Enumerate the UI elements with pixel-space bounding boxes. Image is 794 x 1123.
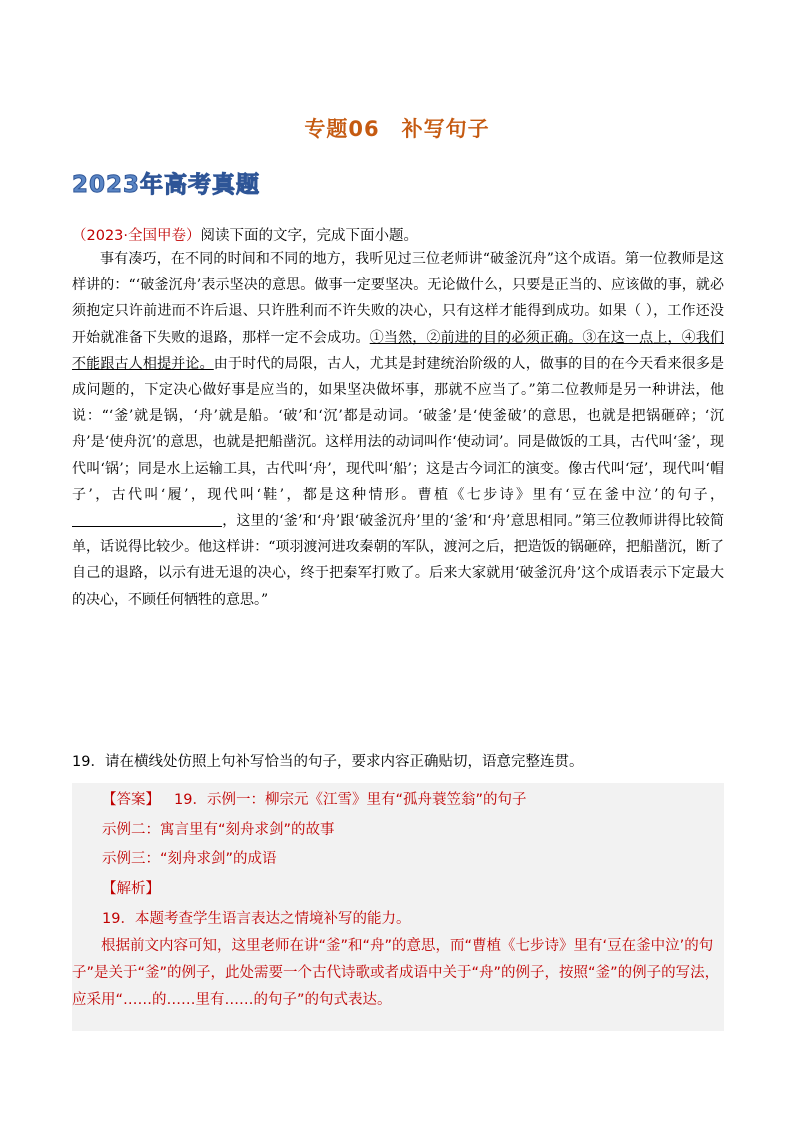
passage-part3: ，这里的‘釜’和‘舟’跟‘破釜沉舟’里的‘釜’和‘舟’意思相同。”第三位教师讲得比较简单，话说得比较少。他这样讲：“项羽渡河进攻秦朝的军队，渡河之后，把造饭的锅砸碎，把船凿沉，断了自己的退路，以示有进无退的决心，终于把秦军打败了。后来大家就用‘破釜沉舟’这个成语表示下定最大的决心，不顾任何牺牲的意思。” <box>72 513 724 608</box>
fill-in-blank[interactable] <box>72 512 222 527</box>
answer-example-2: 示例二：寓言里有“刻舟求剑”的故事 <box>102 822 335 838</box>
source-line <box>72 224 418 245</box>
answer-box <box>72 783 724 1031</box>
page-title <box>0 113 794 143</box>
title-main: 专题06 <box>304 117 380 141</box>
analysis-line-1: 19．本题考查学生语言表达之情境补写的能力。 <box>102 911 411 927</box>
answer-example-3: 示例三：“刻舟求剑”的成语 <box>102 851 277 867</box>
reading-passage <box>72 246 724 613</box>
question-19: 19．请在横线处仿照上句补写恰当的句子，要求内容正确贴切，语意完整连贯。 <box>72 754 584 770</box>
passage-paragraph <box>72 246 724 613</box>
passage-underlined-sentences: ①当然，②前进的目的必须正确。③在这一点上，④我们不能跟古人相提并论。 <box>72 329 724 372</box>
section-heading: 2023年高考真题 <box>72 172 261 198</box>
answer-example-1: 19．示例一：柳宗元《江雪》里有“孤舟蓑笠翁”的句子 <box>174 792 527 808</box>
answer-label: 【答案】 <box>102 792 160 808</box>
passage-part1: 事有凑巧，在不同的时间和不同的地方，我听见过三位老师讲“破釜沉舟”这个成语。第一位教师是这样讲的：“‘破釜沉舟’表示坚决的意思。做事一定要坚决。无论做什么，只要是正当的、应该做的事，就必须抱定只许前进而不许后退、只许胜利而不许失败的决心，只有这样才能得到成功。如果（ ），工作还没开始就准备下失败的退路，那样一定不会成功。 <box>72 251 724 346</box>
passage-part2: 由于时代的局限，古人，尤其是封建统治阶级的人，做事的目的在今天看来很多是成问题的，下定决心做好事是应当的，如果坚决做坏事，那就不应当了。”第二位教师是另一种讲法，他说：“‘釜’就是锅，‘舟’就是船。‘破’和‘沉’都是动词。‘破釜’是‘使釜破’的意思，也就是把锅砸碎；‘沉舟’是‘使舟沉’的意思，也就是把船凿沉。这样用法的动词叫作‘使动词’。同是做饭的工具，古代叫‘釜’，现代叫‘锅’；同是水上运输工具，古代叫‘舟’，现代叫‘船’；这是古今词汇的演变。像古代叫‘冠’，现代叫‘帽子’，古代叫‘履’，现代叫‘鞋’，都是这种情形。曹植《七步诗》里有‘豆在釜中泣’的句子， <box>72 355 725 503</box>
source-instruction: 阅读下面的文字，完成下面小题。 <box>200 228 419 244</box>
source-tag: （2023·全国甲卷） <box>72 228 201 244</box>
analysis-label: 【解析】 <box>102 881 160 897</box>
analysis-paragraph: 根据前文内容可知，这里老师在讲“釜”和“舟”的意思，而“曹植《七步诗》里有‘豆在釜中泣’的句子”是关于“釜”的例子，此处需要一个古代诗歌或者成语中关于“舟”的例子，按照“釜”的例子的写法，应采用“……的……里有……的句子”的句式表达。 <box>72 938 720 1008</box>
answer-line-1 <box>102 788 526 809</box>
title-sub: 补写句子 <box>401 117 490 141</box>
